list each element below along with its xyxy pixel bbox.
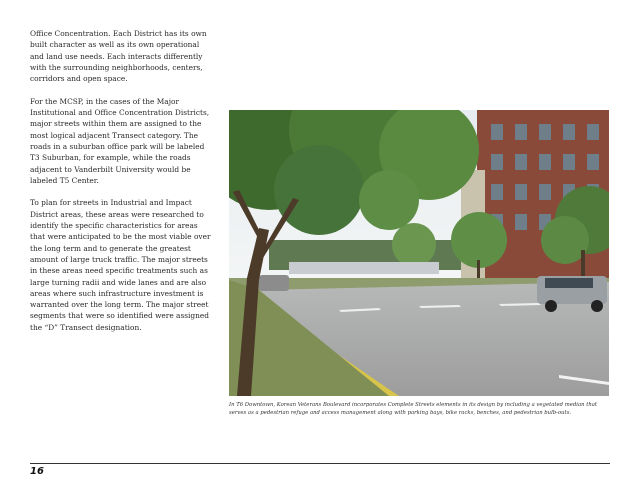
footer-divider (30, 463, 610, 464)
street-photo (229, 110, 609, 396)
body-text-column (30, 28, 212, 344)
paragraph: For the MCSP, in the cases of the Major Institutional and Office Concentration Districts, major streets within them are assigned to the most logical adjacent Transect category. The roads in a suburban office park will be labeled T3 Suburban, for example, while the roads adjacent to Vanderbilt University would be labeled T5 Center. (30, 96, 210, 185)
photo-caption: In T6 Downtown, Korean Veterans Boulevard incorporates Complete Streets elements in its design by including a vegetated median that serves as a pedestrian refuge and access management along with parking bays, bike racks, benches, and pedestrian bulb-outs. (229, 402, 598, 416)
paragraph: To plan for streets in Industrial and Impact District areas, these areas were researched to identify the specific characteristics for areas that were anticipated to be the most viable over the long term and to generate the greatest amount of large truck traffic. The major streets in these areas need specific treatments such as large turning radii and wide lanes and are also areas where such infrastructure investment is warranted over the long term. The major street segments that were so identified were assigned the “D” Transect designation. (30, 198, 211, 332)
paragraph: Office Concentration. Each District has its own built character as well as its own operational and land use needs. Each interacts differently with the surrounding neighborhoods, centers, corridors and open space. (30, 29, 207, 84)
page-number: 16 (30, 466, 44, 477)
